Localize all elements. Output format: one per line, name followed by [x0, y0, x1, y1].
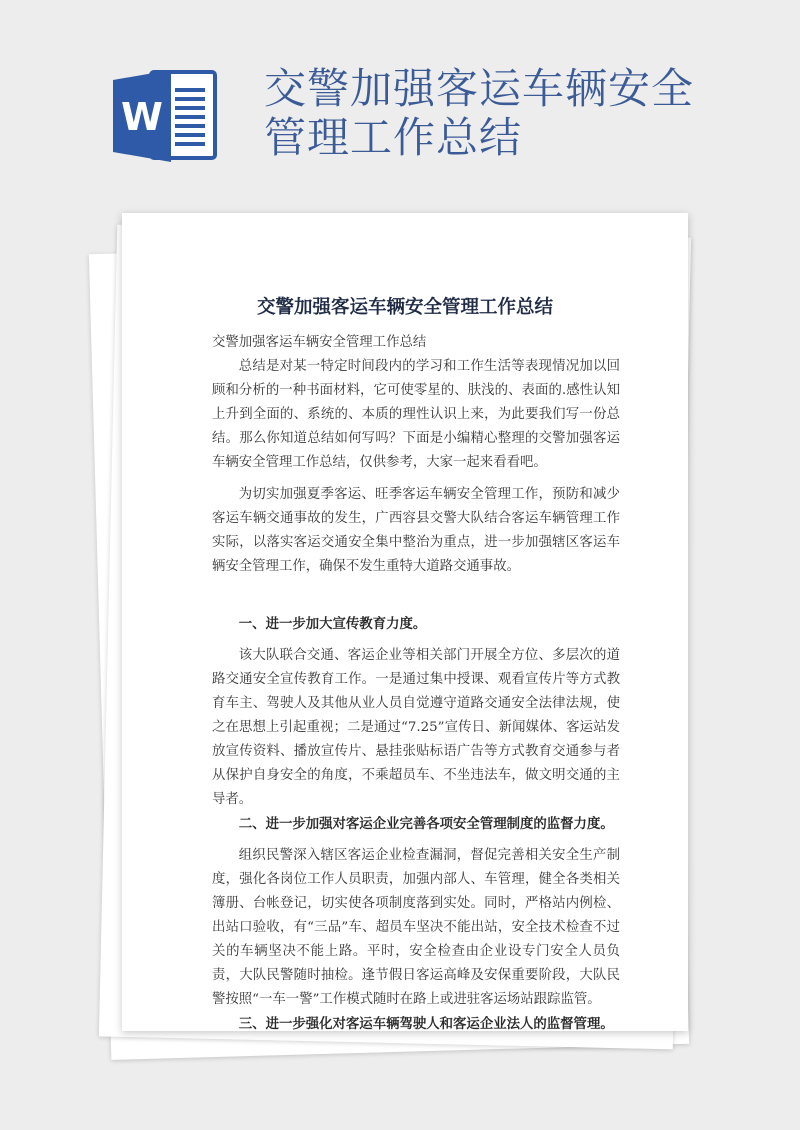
section-2-heading: 二、进一步加强对客运企业完善各项安全管理制度的监督力度。	[238, 816, 614, 832]
word-icon-letter: W	[121, 95, 163, 139]
document-body	[212, 331, 620, 1036]
section-1-heading: 一、进一步加大宣传教育力度。	[238, 616, 427, 632]
document-page	[122, 213, 688, 1031]
word-document-icon	[113, 68, 217, 164]
paragraph-1: 为切实加强夏季客运、旺季客运车辆安全管理工作，预防和减少客运车辆交通事故的发生，广西容县交警大队结合客运车辆管理工作实际，以落实客运交通安全集中整治为重点，进一步加强辖区客运车辆安全管理工作，确保不发生重特大道路交通事故。	[212, 487, 620, 574]
intro-paragraph: 总结是对某一特定时间段内的学习和工作生活等表现情况加以回顾和分析的一种书面材料，它可使零星的、肤浅的、表面的.感性认知上升到全面的、系统的、本质的理性认识上来，为此要我们写一份总结。那么你知道总结如何写吗？下面是小编精心整理的交警加强客运车辆安全管理工作总结，仅供参考，大家一起来看看吧。	[212, 359, 620, 470]
section-2-body: 组织民警深入辖区客运企业检查漏洞，督促完善相关安全生产制度，强化各岗位工作人员职责，加强内部人、车管理，健全各类相关簿册、台帐登记，切实使各项制度落到实处。同时，严格站内例检、出站口验收，有“三品”车、超员车坚决不能出站，安全技术检查不过关的车辆坚决不能上路。平时，安全检查由企业设专门安全人员负责，大队民警随时抽检。逢节假日客运高峰及安保重要阶段，大队民警按照“一车一警”工作模式随时在路上或进驻客运场站跟踪监管。	[212, 848, 620, 1007]
page-title: 交警加强客运车辆安全管理工作总结	[264, 64, 695, 162]
document-title: 交警加强客运车辆安全管理工作总结	[256, 297, 553, 318]
section-3-heading: 三、进一步强化对客运车辆驾驶人和客运企业法人的监督管理。	[238, 1016, 614, 1032]
section-1-body: 该大队联合交通、客运企业等相关部门开展全方位、多层次的道路交通安全宣传教育工作。一是通过集中授课、观看宣传片等方式教育车主、驾驶人及其他从业人员自觉遵守道路交通安全法律法规，使之在思想上引起重视；二是通过“7.25”宣传日、新闻媒体、客运站发放宣传资料、播放宣传片、悬挂张贴标语广告等方式教育交通参与者从保护自身安全的角度，不乘超员车、不坐违法车，做文明交通的主导者。	[212, 648, 620, 807]
document-subtitle: 交警加强客运车辆安全管理工作总结	[212, 335, 427, 350]
